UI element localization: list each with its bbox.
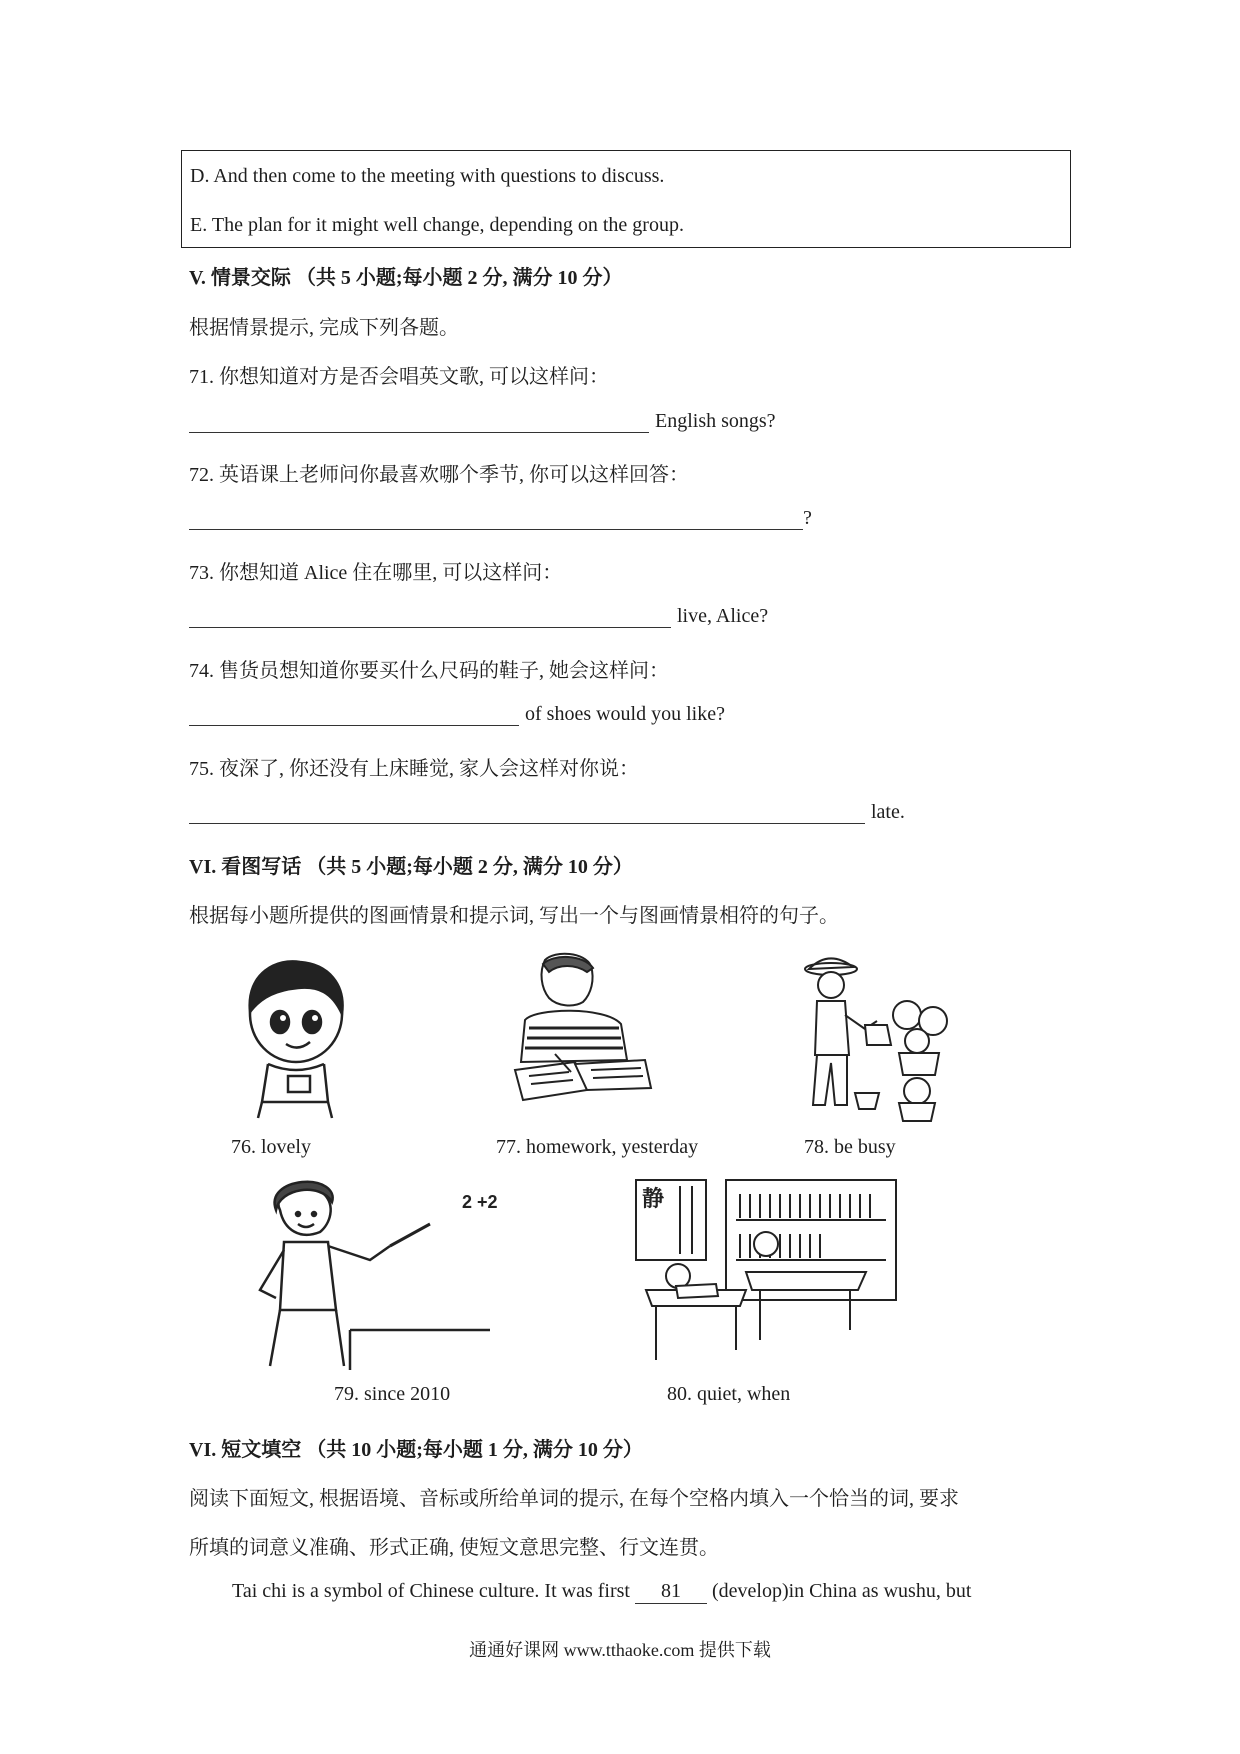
passage-line — [232, 1580, 971, 1604]
section-5-heading: V. 情景交际 （共 5 小题;每小题 2 分, 满分 10 分） — [189, 267, 623, 289]
caption-77: 77. homework, yesterday — [496, 1136, 699, 1158]
option-d: D. And then come to the meeting with questions to discuss. — [190, 165, 665, 187]
answer-73[interactable] — [189, 605, 768, 628]
answer-74-blank[interactable] — [189, 703, 519, 726]
answer-71-suffix: English songs? — [655, 410, 776, 432]
caption-80: 80. quiet, when — [667, 1383, 791, 1405]
question-74: 74. 售货员想知道你要买什么尺码的鞋子, 她会这样问： — [189, 660, 669, 682]
question-71: 71. 你想知道对方是否会唱英文歌, 可以这样问： — [189, 366, 609, 388]
answer-71-blank[interactable] — [189, 410, 649, 433]
board-math: 2 +2 — [462, 1192, 498, 1212]
passage-after: (develop)in China as wushu, but — [711, 1580, 972, 1602]
teacher-illustration — [240, 1180, 498, 1370]
blank-81[interactable]: 81 — [635, 1580, 707, 1604]
section-7-instruction-1: 阅读下面短文, 根据语境、音标或所给单词的提示, 在每个空格内填入一个恰当的词, 要求 — [189, 1488, 959, 1510]
question-75: 75. 夜深了, 你还没有上床睡觉, 家人会这样对你说： — [189, 758, 639, 780]
page-footer: 通通好课网 www.tthaoke.com 提供下载 — [469, 1640, 771, 1660]
answer-72-suffix: ? — [803, 507, 812, 529]
gardener-illustration — [795, 945, 965, 1125]
answer-73-suffix: live, Alice? — [677, 605, 769, 627]
passage-before: Tai chi is a symbol of Chinese culture. It was first — [232, 1580, 630, 1602]
answer-74[interactable] — [189, 703, 725, 726]
options-box — [181, 150, 1071, 248]
answer-74-suffix: of shoes would you like? — [525, 703, 725, 725]
option-e: E. The plan for it might well change, depending on the group. — [190, 214, 684, 236]
boy-illustration — [228, 952, 368, 1122]
question-72: 72. 英语课上老师问你最喜欢哪个季节, 你可以这样回答： — [189, 464, 689, 486]
answer-71[interactable] — [189, 410, 776, 433]
answer-72-blank[interactable] — [189, 507, 803, 530]
section-6-instruction: 根据每小题所提供的图画情景和提示词, 写出一个与图画情景相符的句子。 — [189, 905, 839, 927]
answer-75[interactable] — [189, 801, 905, 824]
answer-75-blank[interactable] — [189, 801, 865, 824]
answer-72[interactable] — [189, 507, 812, 530]
section-7-instruction-2: 所填的词意义准确、形式正确, 使短文意思完整、行文连贯。 — [189, 1537, 719, 1559]
caption-79: 79. since 2010 — [334, 1383, 451, 1405]
section-6-heading: VI. 看图写话 （共 5 小题;每小题 2 分, 满分 10 分） — [189, 856, 633, 878]
answer-75-suffix: late. — [871, 801, 905, 823]
answer-73-blank[interactable] — [189, 605, 671, 628]
caption-78: 78. be busy — [804, 1136, 896, 1158]
library-illustration — [636, 1180, 906, 1370]
caption-76: 76. lovely — [231, 1136, 311, 1158]
quiet-sign: 静 — [642, 1187, 665, 1212]
section-7-heading: VI. 短文填空 （共 10 小题;每小题 1 分, 满分 10 分） — [189, 1439, 643, 1461]
question-73: 73. 你想知道 Alice 住在哪里, 可以这样问： — [189, 562, 563, 584]
homework-illustration — [495, 950, 655, 1120]
section-5-instruction: 根据情景提示, 完成下列各题。 — [189, 317, 459, 339]
